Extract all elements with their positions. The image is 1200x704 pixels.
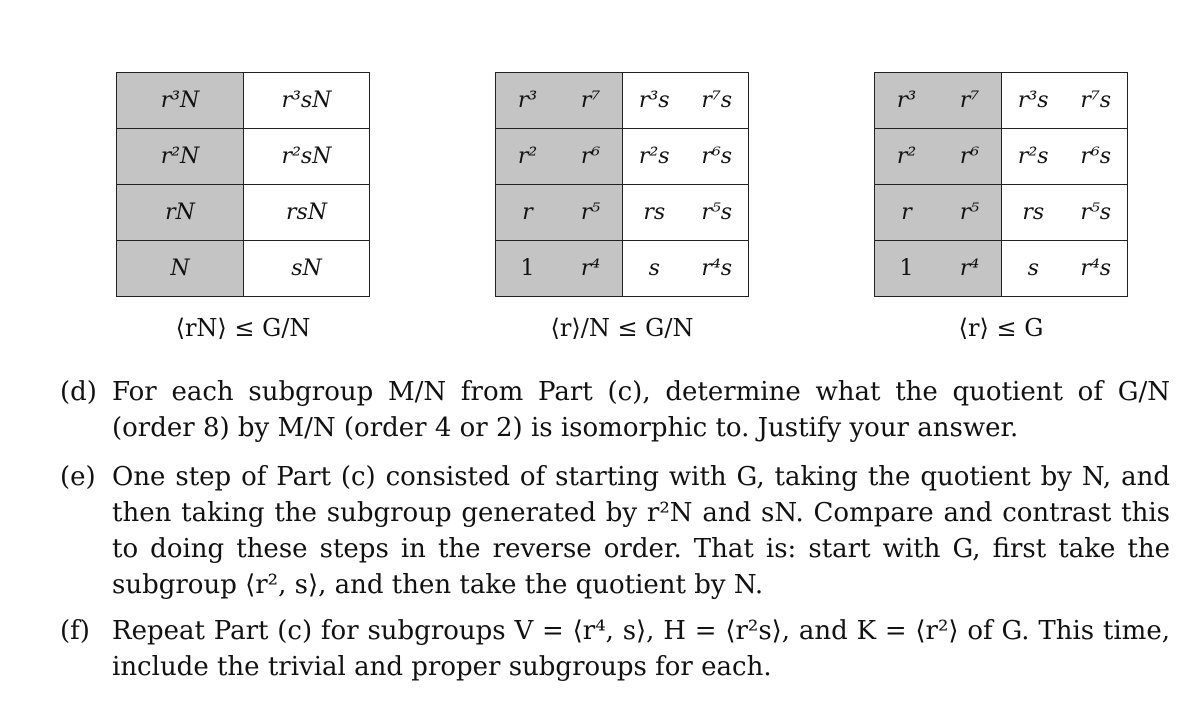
- part-d: [60, 374, 1170, 446]
- caption-table2: ⟨r⟩/N ≤ G/N: [550, 314, 694, 342]
- cell-group-white: rs r⁵s: [623, 185, 749, 241]
- part-text: One step of Part (c) consisted of starting with G, taking the quotient by N, and then taking the subgroup generated by r²N and sN. Compare and contrast this to doing these steps in the reverse order. That is: start with G, first take the subgroup ⟨r², s⟩, and then take the quotient by N.: [112, 462, 1170, 600]
- cell-group-white: rs r⁵s: [1002, 185, 1128, 241]
- cell-group-gray: r³ r⁷: [496, 73, 623, 129]
- subgroup-table-r: [874, 72, 1128, 297]
- cell-N: N: [117, 241, 244, 297]
- part-label: (f): [60, 616, 90, 646]
- coset-table-r-mod-N: [495, 72, 749, 297]
- cell-group-white: r³s r⁷s: [1002, 73, 1128, 129]
- cell-group-gray: r² r⁶: [496, 129, 623, 185]
- cell-r2sN: r²sN: [244, 129, 370, 185]
- part-text: For each subgroup M/N from Part (c), determine what the quotient of G/N (order 8) by M/N (order 4 or 2) is isomorphic to. Justify your answer.: [112, 377, 1170, 443]
- coset-table-rN: [116, 72, 370, 297]
- cell-r2N: r²N: [117, 129, 244, 185]
- cell-group-gray: r r⁵: [496, 185, 623, 241]
- part-label: (e): [60, 462, 96, 492]
- cell-group-gray: 1 r⁴: [496, 241, 623, 297]
- caption-table1: ⟨rN⟩ ≤ G/N: [175, 314, 311, 342]
- caption-table3: ⟨r⟩ ≤ G: [958, 314, 1044, 342]
- cell-group-gray: 1 r⁴: [875, 241, 1002, 297]
- cell-group-white: s r⁴s: [623, 241, 749, 297]
- cell-group-white: r²s r⁶s: [1002, 129, 1128, 185]
- cell-r3N: r³N: [117, 73, 244, 129]
- part-text: Repeat Part (c) for subgroups V = ⟨r⁴, s⟩, H = ⟨r²s⟩, and K = ⟨r²⟩ of G. This time, include the trivial and proper subgroups for each.: [112, 616, 1170, 682]
- cell-group-white: s r⁴s: [1002, 241, 1128, 297]
- cell-group-gray: r³ r⁷: [875, 73, 1002, 129]
- cell-group-gray: r r⁵: [875, 185, 1002, 241]
- cell-sN: sN: [244, 241, 370, 297]
- cell-r3sN: r³sN: [244, 73, 370, 129]
- cell-rsN: rsN: [244, 185, 370, 241]
- cell-rN: rN: [117, 185, 244, 241]
- cell-group-gray: r² r⁶: [875, 129, 1002, 185]
- part-e: [60, 459, 1170, 603]
- part-f: [60, 613, 1170, 685]
- part-label: (d): [60, 377, 97, 407]
- cell-group-white: r²s r⁶s: [623, 129, 749, 185]
- cell-group-white: r³s r⁷s: [623, 73, 749, 129]
